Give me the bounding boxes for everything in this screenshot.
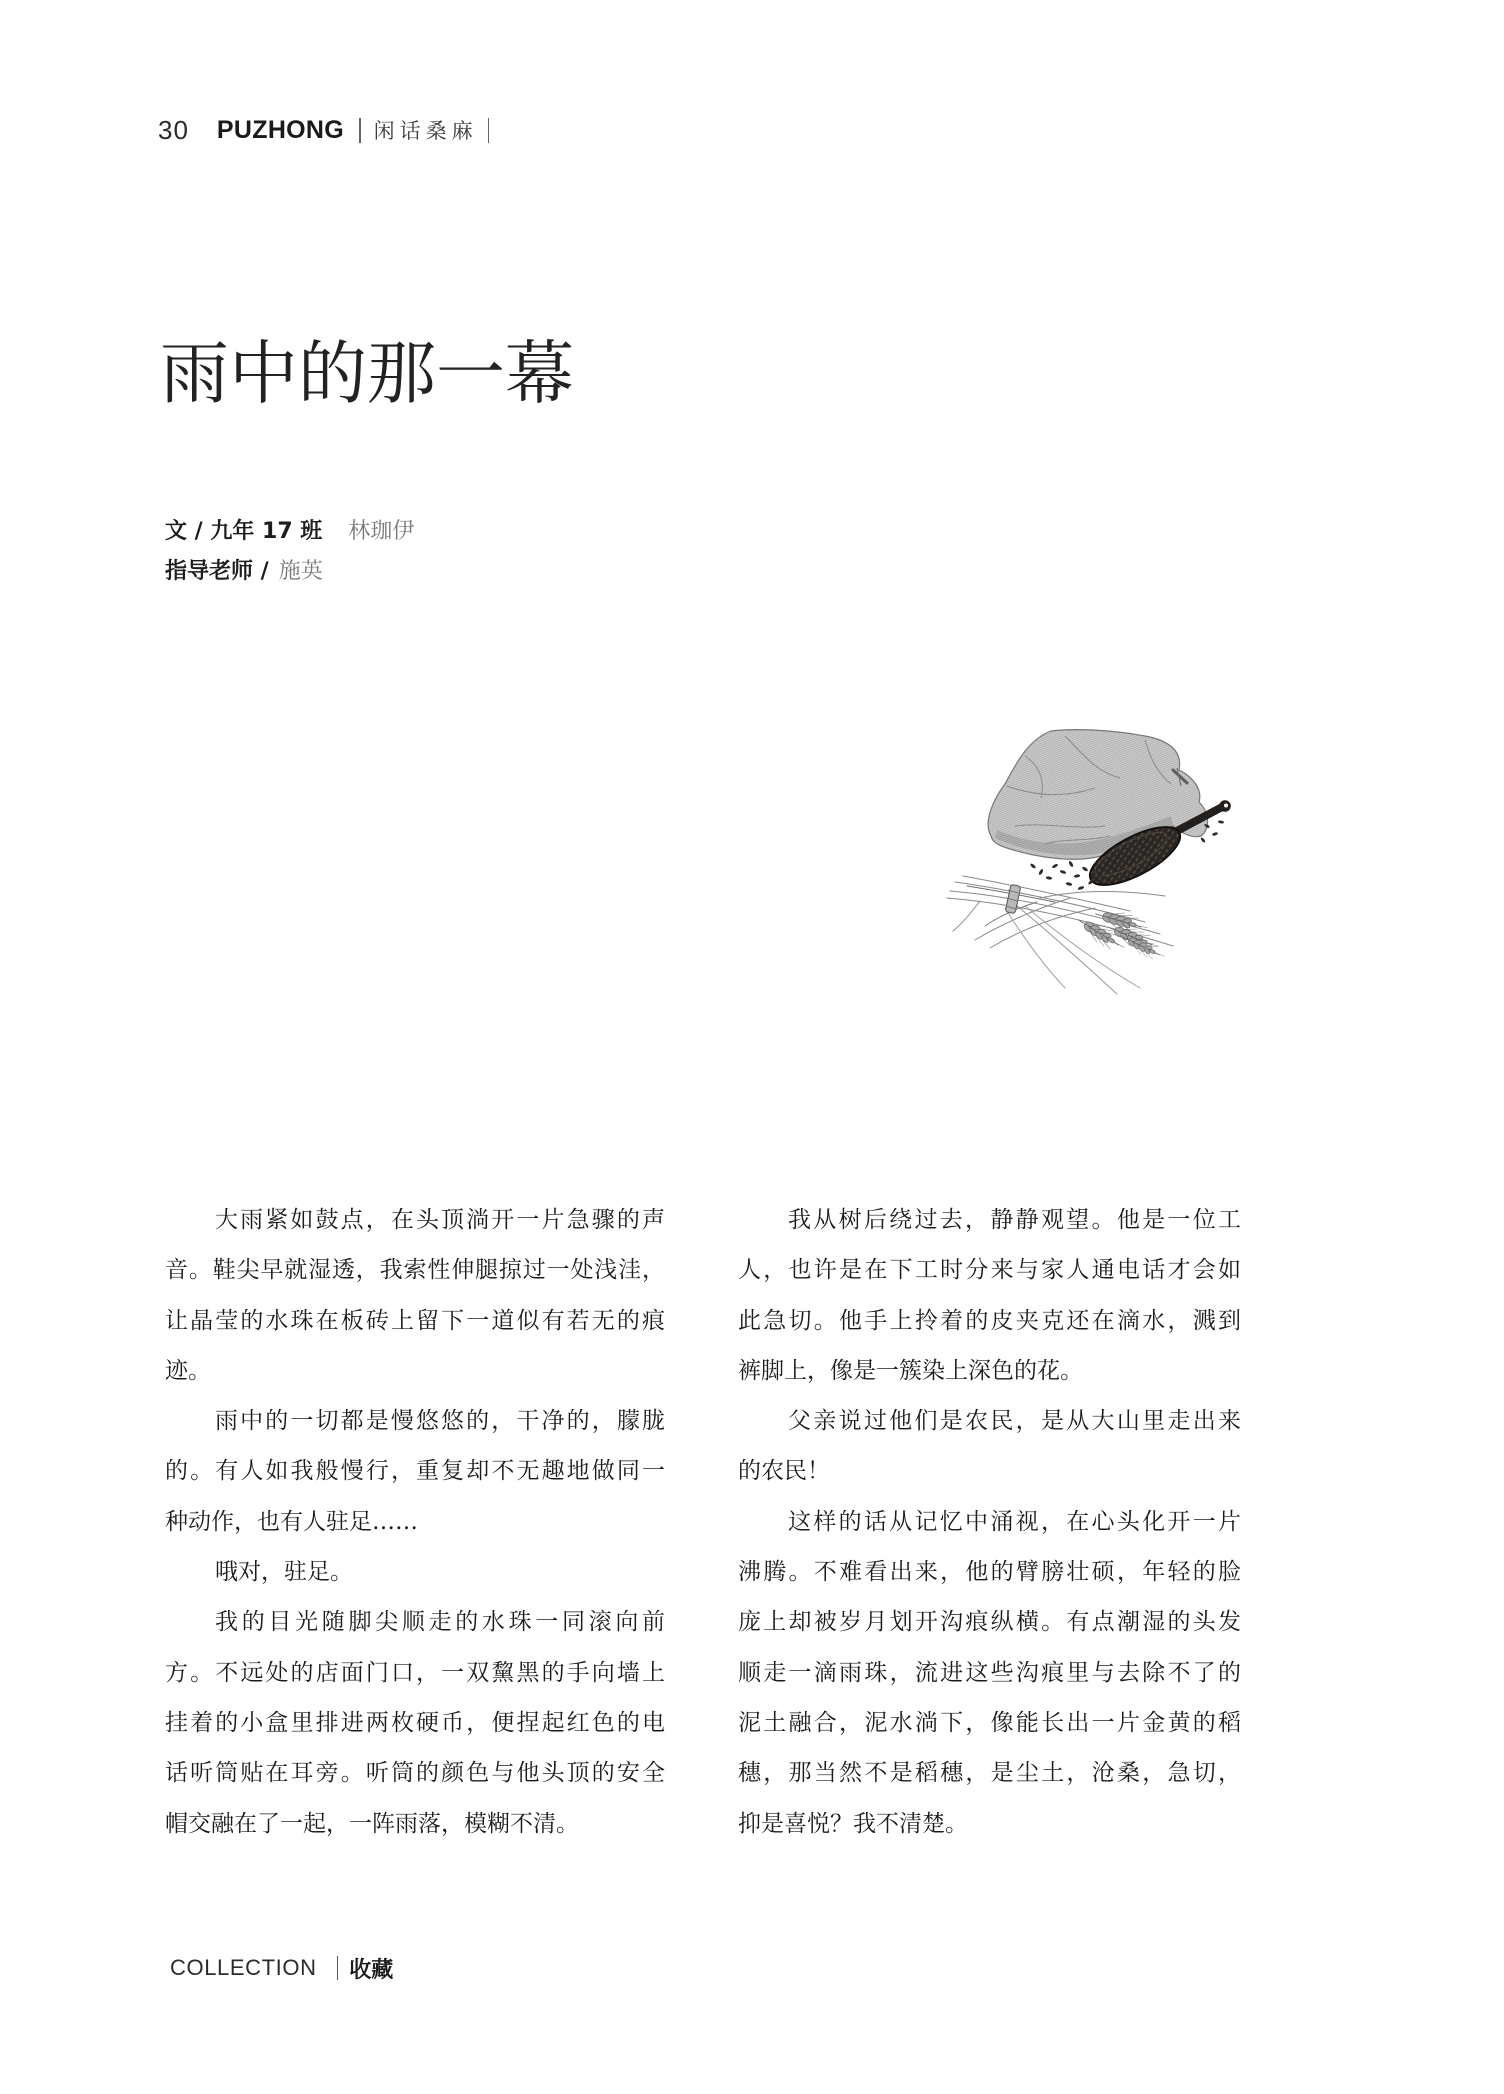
- body-text-line: 挂着的小盒里排进两枚硬币，便捏起红色的电: [165, 1709, 665, 1736]
- body-text-line: 这样的话从记忆中涌视，在心头化开一片: [788, 1508, 1241, 1535]
- body-text-line: 哦对，驻足。: [215, 1559, 353, 1586]
- body-text-line: 此急切。他手上拎着的皮夹克还在滴水，溅到: [738, 1307, 1241, 1334]
- body-text-line: 方。不远处的店面门口，一双黧黑的手向墙上: [165, 1659, 665, 1686]
- body-text-line: 大雨紧如鼓点，在头顶淌开一片急骤的声: [215, 1207, 665, 1233]
- body-text-line: 的农民！: [738, 1458, 830, 1485]
- body-text-line: 迹。: [165, 1357, 211, 1384]
- body-text-line: 雨中的一切都是慢悠悠的，干净的，朦胧: [215, 1408, 665, 1435]
- body-text-line: 人，也许是在下工时分来与家人通电话才会如: [738, 1257, 1241, 1284]
- page-number: 30: [158, 114, 189, 145]
- body-column-left: [165, 1195, 665, 1849]
- body-paragraph: [165, 1597, 665, 1848]
- wheat-stalks: [947, 876, 1173, 994]
- body-text-line: 抑是喜悦？我不清楚。: [738, 1810, 968, 1837]
- footer-section-cn: 收藏: [349, 1957, 394, 1983]
- article-title: 雨中的那一幕: [160, 334, 574, 414]
- footer-divider: [337, 1956, 339, 1980]
- footer-section-en: COLLECTION: [170, 1955, 317, 1980]
- body-text-line: 的。有人如我般慢行，重复却不无趣地做同一: [165, 1458, 665, 1485]
- wheat-ears: [1073, 905, 1167, 964]
- page-footer: [170, 1953, 393, 1983]
- body-text-line: 庞上却被岁月划开沟痕纵横。有点潮湿的头发: [738, 1609, 1241, 1636]
- author-label: 文 / 九年 17 班: [165, 519, 323, 544]
- body-text-line: 话听筒贴在耳旁。听筒的颜色与他头顶的安全: [165, 1760, 665, 1787]
- section-name: 闲话桑麻: [373, 119, 478, 143]
- body-column-right: [738, 1195, 1241, 1849]
- body-paragraph: [738, 1497, 1241, 1849]
- body-text-line: 穗，那当然不是稻穗，是尘土，沧桑，急切，: [738, 1760, 1241, 1787]
- advisor-label: 指导老师 /: [165, 559, 269, 584]
- magazine-name: PUZHONG: [216, 115, 345, 144]
- body-text-line: 裤脚上，像是一簇染上深色的花。: [738, 1357, 1083, 1384]
- straw-tie: [1005, 884, 1021, 913]
- body-text-line: 泥土融合，泥水淌下，像能长出一片金黄的稻: [738, 1709, 1241, 1736]
- body-text-line: 沸腾。不难看出来，他的臂膀壮硕，年轻的脸: [738, 1559, 1241, 1586]
- page-header: [158, 113, 489, 147]
- body-text-line: 帽交融在了一起，一阵雨落，模糊不清。: [165, 1810, 579, 1837]
- author-name: 林珈伊: [348, 519, 415, 544]
- header-divider: [359, 118, 361, 143]
- body-text-line: 让晶莹的水珠在板砖上留下一道似有若无的痕: [165, 1307, 665, 1334]
- body-text-line: 我从树后绕过去，静静观望。他是一位工: [788, 1207, 1241, 1233]
- body-paragraph: [738, 1195, 1241, 1396]
- header-divider: [488, 118, 490, 143]
- body-text-line: 音。鞋尖早就湿透，我索性伸腿掠过一处浅洼，: [165, 1257, 665, 1284]
- illustration: [945, 726, 1250, 1004]
- byline-advisor: [165, 556, 323, 588]
- body-text-line: 顺走一滴雨珠，流进这些沟痕里与去除不了的: [738, 1659, 1241, 1686]
- body-paragraph: [165, 1547, 665, 1597]
- body-paragraph: [165, 1195, 665, 1396]
- body-paragraph: [738, 1396, 1241, 1497]
- advisor-name: 施英: [278, 559, 323, 584]
- body-text-line: 我的目光随脚尖顺走的水珠一同滚向前: [215, 1609, 665, 1636]
- body-paragraph: [165, 1396, 665, 1547]
- body-text-line: 种动作，也有人驻足……: [165, 1508, 418, 1535]
- byline-author: [165, 516, 414, 548]
- body-text-line: 父亲说过他们是农民，是从大山里走出来: [788, 1408, 1241, 1435]
